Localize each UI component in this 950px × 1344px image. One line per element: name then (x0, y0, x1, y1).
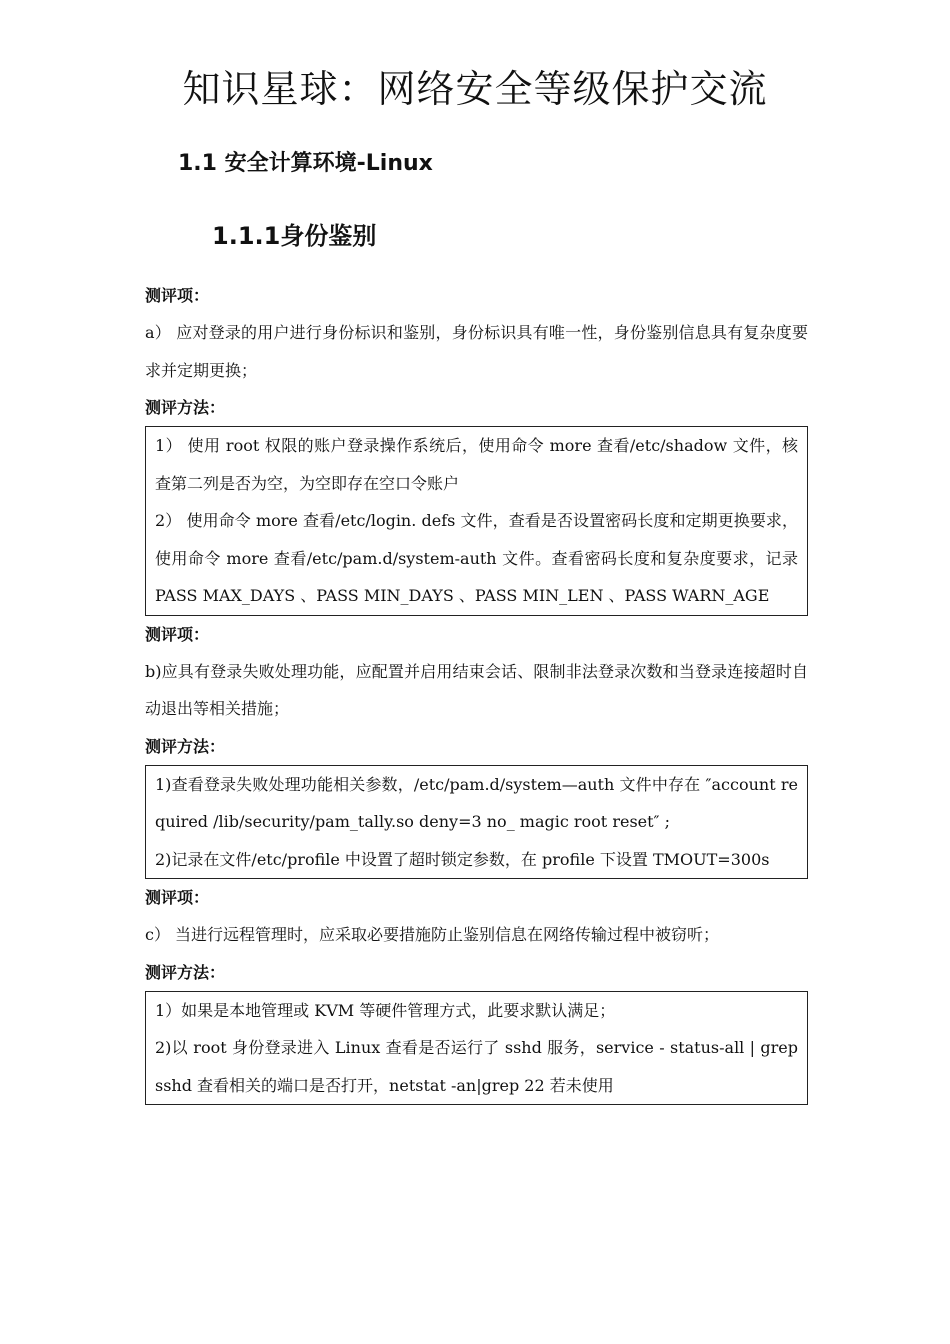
assessment-method-label: 测评方法： (145, 962, 226, 982)
method-step: 1）如果是本地管理或 KVM 等硬件管理方式，此要求默认满足； (155, 1000, 616, 1020)
method-step: 2)以 root 身份登录进入 Linux 查看是否运行了 sshd 服务，service - status-all | grep sshd 查看相关的端口是否打开，netstat -an|grep 22 若未使用 (155, 1038, 798, 1095)
assessment-method-label: 测评方法： (145, 736, 226, 756)
method-step: 2） 使用命令 more 查看/etc/login. defs 文件，查看是否设置密码长度和定期更换要求，使用命令 more 查看/etc/pam.d/system-auth 文件。查看密码长度和复杂度要求，记录 PASS MAX_DAYS 、PASS MIN_DAYS 、PASS MIN_LEN 、PASS WARN_AGE (155, 511, 798, 605)
assessment-item-label: 测评项： (145, 286, 210, 305)
page-title: 知识星球：网络安全等级保护交流 (182, 67, 768, 111)
method-box (145, 426, 808, 616)
method-step: 1） 使用 root 权限的账户登录操作系统后，使用命令 more 查看/etc/shadow 文件，核查第二列是否为空，为空即存在空口令账户 (155, 436, 798, 493)
document-body (145, 277, 808, 1105)
section-heading: 1.1 安全计算环境-Linux (178, 151, 433, 176)
subsection-heading: 1.1.1身份鉴别 (212, 222, 377, 250)
requirement-text: b)应具有登录失败处理功能，应配置并启用结束会话、限制非法登录次数和当登录连接超时自动退出等相关措施； (145, 661, 808, 718)
method-step: 2)记录在文件/etc/profile 中设置了超时锁定参数，在 profile 下设置 TMOUT=300s (155, 849, 770, 869)
method-box (145, 991, 808, 1105)
assessment-item-label: 测评项： (145, 888, 210, 907)
method-step: 1)查看登录失败处理功能相关参数，/etc/pam.d/system—auth 文件中存在 ″account required /lib/security/pam_tally.so deny=3 no_ magic root reset″ ; (155, 774, 798, 831)
requirement-text: c） 当进行远程管理时，应采取必要措施防止鉴别信息在网络传输过程中被窃听； (145, 925, 720, 944)
method-box (145, 765, 808, 880)
requirement-text: a） 应对登录的用户进行身份标识和鉴别，身份标识具有唯一性，身份鉴别信息具有复杂度要求并定期更换； (145, 323, 808, 380)
assessment-method-label: 测评方法： (145, 398, 226, 417)
assessment-item-label: 测评项： (145, 624, 210, 644)
